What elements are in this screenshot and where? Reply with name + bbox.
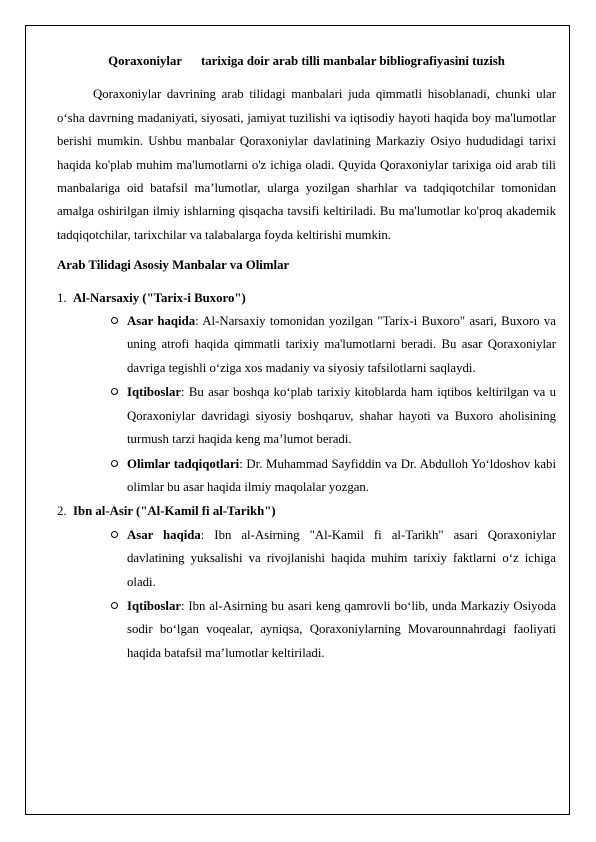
source-point (127, 524, 556, 594)
source-point (127, 310, 556, 380)
circle-bullet-icon (111, 388, 118, 395)
point-label: Asar haqida (127, 314, 196, 329)
circle-bullet-icon (111, 460, 118, 467)
source-number: 2. (57, 504, 67, 519)
document-title: Qoraxoniylar tarixiga doir arab tilli manbalar bibliografiyasini tuzish (108, 54, 505, 68)
source-item (57, 500, 556, 665)
source-title (57, 500, 556, 523)
point-label: Olimlar tadqiqotlari (127, 456, 240, 471)
point-label: Iqtiboslar (127, 385, 182, 400)
document-body (57, 50, 556, 666)
source-title-text: Ibn al-Asir ("Al-Kamil fi al-Tarikh") (73, 504, 276, 519)
point-text: : Al-Narsaxiy tomonidan yozilgan "Tarix-i Buxoro" asari, Buxoro va uning atrofi haqida qimmatli tarixiy ma'lumotlarni beradi. Bu asar Qoraxoniylar davriga tegishli o‘ziga xos madaniy va siyosiy tafsilotlarni saqlaydi. (127, 314, 556, 375)
point-text: : Bu asar boshqa ko‘plab tarixiy kitoblarda ham iqtibos keltirilgan va u Qoraxoniylar davridagi siyosiy boshqaruv, shahar hayoti va Buxoro aholisining turmush tarzi haqida keng ma’lumot beradi. (127, 385, 556, 447)
source-point (127, 381, 556, 451)
source-point (127, 595, 556, 665)
sources-list (57, 287, 556, 666)
point-text: : Ibn al-Asirning bu asari keng qamrovli bo‘lib, unda Markaziy Osiyoda sodir bo‘lgan voqealar, ayniqsa, Qoraxoniylarning Movarounnahrdagi faoliyati haqida batafsil ma’lumotlar keltiriladi. (127, 598, 556, 660)
point-text: : Dr. Muhammad Sayfiddin va Dr. Abdulloh Yo‘ldoshov kabi olimlar bu asar haqida ilmiy maqolalar yozgan. (127, 456, 556, 494)
source-number: 1. (57, 290, 67, 305)
section-heading: Arab Tilidagi Asosiy Manbalar va Olimlar (57, 258, 290, 273)
source-item (57, 287, 556, 500)
source-title-text: Al-Narsaxiy ("Tarix-i Buxoro") (73, 290, 246, 305)
point-label: Iqtiboslar (127, 598, 182, 613)
source-point (127, 453, 556, 500)
point-text: : Ibn al-Asirning "Al-Kamil fi al-Tarikh" asari Qoraxoniylar davlatining yuksalishi va rivojlanishi haqida muhim tarixiy faktlarni o‘z ichiga oladi. (127, 527, 556, 589)
source-points (57, 524, 556, 665)
source-title (57, 287, 556, 310)
point-label: Asar haqida (127, 527, 201, 542)
circle-bullet-icon (111, 317, 118, 324)
circle-bullet-icon (111, 602, 118, 609)
source-points (57, 310, 556, 499)
intro-paragraph: Qoraxoniylar davrining arab tilidagi manbalari juda qimmatli hisoblanadi, chunki ular o‘sha davrning madaniyati, siyosati, jamiyat tuzilishi va iqtisodiy hayoti haqida boy ma'lumotlar berishi mumkin. Ushbu manbalar Qoraxoniylar davlatining Markaziy Osiyo hududidagi tarixi haqida ko'plab muhim ma'lumotlarni o'z ichiga oladi. Quyida Qoraxoniylar tarixiga oid arab tili manbalariga oid batafsil ma’lumotlar, ularga yozilgan sharhlar va tadqiqotchilar tomonidan amalga oshirilgan ilmiy ishlarning qisqacha tavsifi keltiriladi. Bu ma'lumotlar ko'proq akademik tadqiqotchilar, tarixchilar va talabalarga foyda keltirishi mumkin. (57, 87, 556, 242)
circle-bullet-icon (111, 531, 118, 538)
